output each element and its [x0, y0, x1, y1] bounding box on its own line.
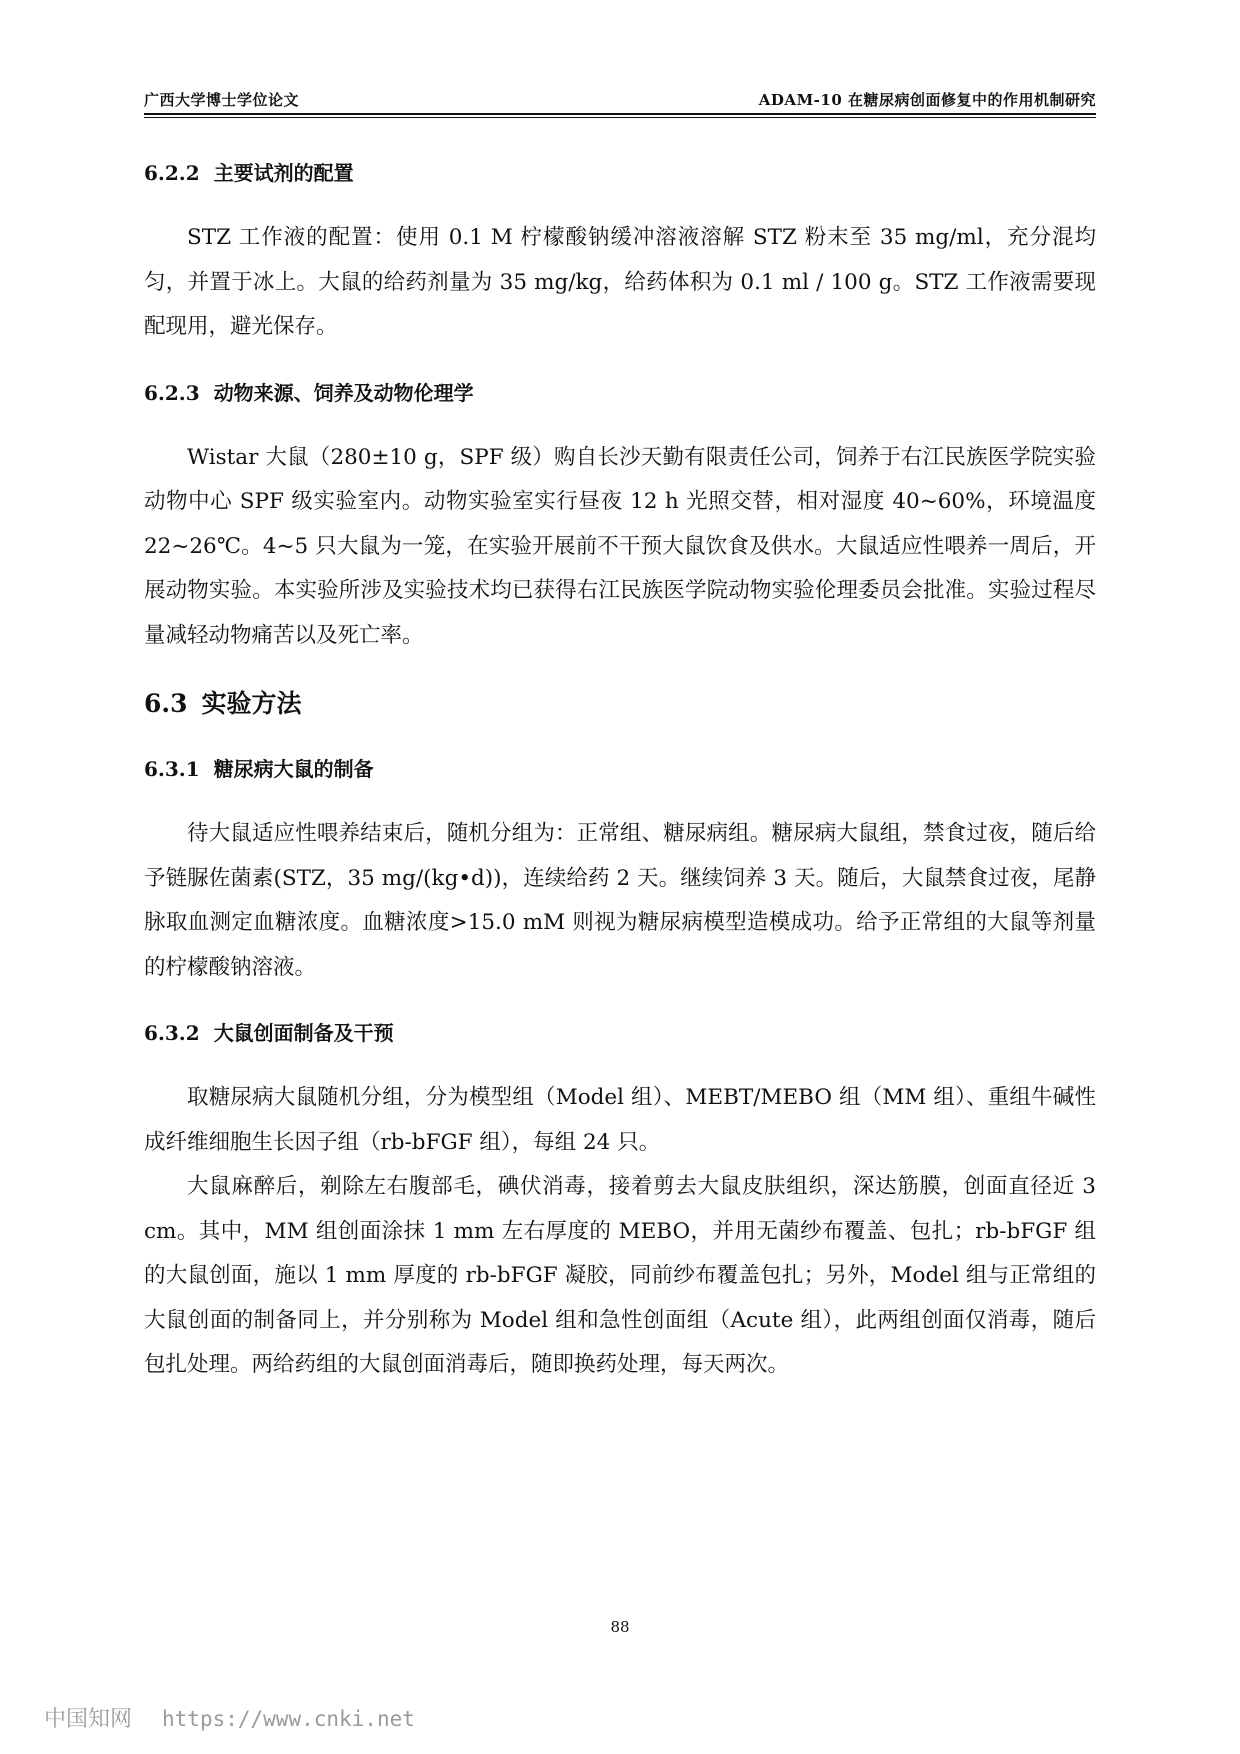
paragraph-grouping: 取糖尿病大鼠随机分组，分为模型组（Model 组）、MEBT/MEBO 组（MM 组）、重组牛碱性成纤维细胞生长因子组（rb-bFGF 组），每组 24 只。	[144, 1085, 1096, 1155]
heading-6-3-1	[144, 754, 1096, 784]
page-body	[144, 158, 1096, 1388]
heading-title: 实验方法	[201, 689, 302, 718]
header-rule-thick	[144, 113, 1096, 115]
cnki-watermark-url: https://www.cnki.net	[162, 1707, 415, 1731]
heading-number: 6.2.2	[144, 161, 200, 185]
heading-title: 主要试剂的配置	[213, 161, 354, 185]
heading-title: 动物来源、饲养及动物伦理学	[213, 380, 474, 405]
heading-title: 大鼠创面制备及干预	[213, 1021, 394, 1045]
heading-6-2-3	[144, 378, 1096, 408]
paragraph-stz-solution: STZ 工作液的配置：使用 0.1 M 柠檬酸钠缓冲溶液溶解 STZ 粉末至 35 mg/ml，充分混均匀，并置于冰上。大鼠的给药剂量为 35 mg/kg，给药体积为 0.1 ml / 100 g。STZ 工作液需要现配现用，避光保存。	[144, 225, 1096, 339]
paragraph-animal-source: Wistar 大鼠（280±10 g，SPF 级）购自长沙天勤有限责任公司，饲养于右江民族医学院实验动物中心 SPF 级实验室内。动物实验室实行昼夜 12 h 光照交替，相对湿度 40~60%，环境温度 22~26℃。4~5 只大鼠为一笼，在实验开展前不干预大鼠饮食及供水。大鼠适应性喂养一周后，开展动物实验。本实验所涉及实验技术均已获得右江民族医学院动物实验伦理委员会批准。实验过程尽量减轻动物痛苦以及死亡率。	[144, 444, 1096, 648]
header-right-title: ADAM-10 在糖尿病创面修复中的作用机制研究	[758, 91, 1096, 109]
heading-title: 糖尿病大鼠的制备	[213, 757, 374, 781]
heading-6-3-2	[144, 1018, 1096, 1048]
heading-number: 6.3	[144, 689, 188, 718]
heading-number: 6.2.3	[144, 380, 200, 405]
running-header	[144, 88, 1096, 110]
heading-6-2-2	[144, 158, 1096, 188]
heading-number: 6.3.1	[144, 757, 200, 781]
header-rule-thin	[144, 117, 1096, 118]
cnki-watermark-text: 中国知网	[44, 1707, 133, 1732]
heading-6-3	[144, 686, 1096, 722]
page-number: 88	[610, 1618, 630, 1636]
heading-number: 6.3.2	[144, 1021, 200, 1045]
cnki-watermark	[44, 1702, 415, 1733]
paragraph-diabetic-rat-model: 待大鼠适应性喂养结束后，随机分组为：正常组、糖尿病组。糖尿病大鼠组，禁食过夜，随后给予链脲佐菌素(STZ，35 mg/(kg•d))，连续给药 2 天。继续饲养 3 天。随后，大鼠禁食过夜，尾静脉取血测定血糖浓度。血糖浓度>15.0 mM 则视为糖尿病模型造模成功。给予正常组的大鼠等剂量的柠檬酸钠溶液。	[144, 821, 1096, 980]
header-left-title: 广西大学博士学位论文	[144, 91, 300, 109]
paragraph-wound-preparation: 大鼠麻醉后，剃除左右腹部毛，碘伏消毒，接着剪去大鼠皮肤组织，深达筋膜，创面直径近 3 cm。其中，MM 组创面涂抹 1 mm 左右厚度的 MEBO，并用无菌纱布覆盖、包扎；rb-bFGF 组的大鼠创面，施以 1 mm 厚度的 rb-bFGF 凝胶，同前纱布覆盖包扎；另外，Model 组与正常组的大鼠创面的制备同上，并分别称为 Model 组和急性创面组（Acute 组），此两组创面仅消毒，随后包扎处理。两给药组的大鼠创面消毒后，随即换药处理，每天两次。	[144, 1174, 1096, 1377]
